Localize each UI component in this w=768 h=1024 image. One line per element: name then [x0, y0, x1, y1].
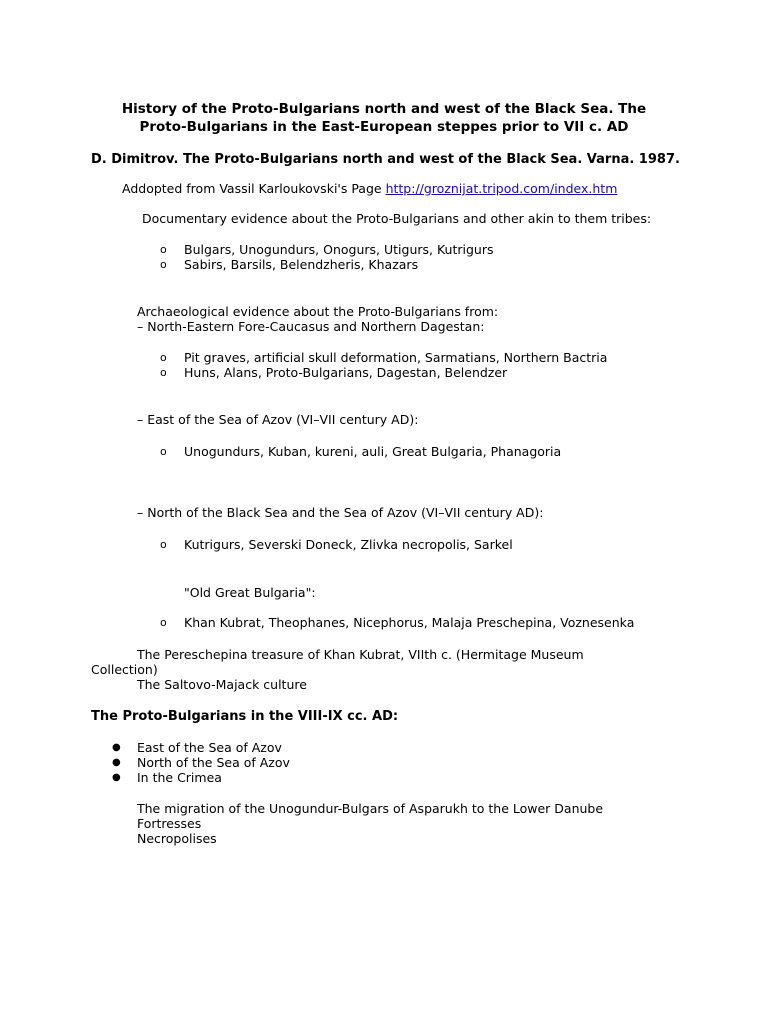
list-item: o Kutrigurs, Severski Doneck, Zlivka necropolis, Sarkel: [160, 537, 513, 552]
old-great-bulgaria-heading: "Old Great Bulgaria":: [184, 585, 316, 600]
azov-east-heading: – East of the Sea of Azov (VI–VII century AD):: [137, 412, 419, 427]
viii-ix-heading: The Proto-Bulgarians in the VIII-IX cc. AD:: [91, 709, 399, 724]
black-sea-list: [160, 537, 513, 552]
list-item: ● North of the Sea of Azov: [112, 755, 290, 770]
treasure-line-1: The Pereschepina treasure of Khan Kubrat, VIIth c. (Hermitage Museum: [137, 647, 584, 662]
migration-line: The migration of the Unogundur-Bulgars of Asparukh to the Lower Danube: [137, 801, 604, 816]
list-item: ● East of the Sea of Azov: [112, 740, 282, 755]
list-item: o Pit graves, artificial skull deformation, Sarmatians, Northern Bactria: [160, 350, 608, 365]
documentary-list: [160, 242, 494, 272]
bullet-icon: ●: [112, 757, 121, 768]
fortresses-line: Fortresses: [137, 816, 202, 831]
document-title: [0, 100, 768, 136]
old-great-bulgaria-list: [160, 615, 635, 630]
azov-east-list: [160, 444, 562, 459]
viii-ix-list: [112, 740, 290, 785]
source-link[interactable]: http://groznijat.tripod.com/index.htm: [385, 181, 618, 196]
caucasus-heading: – North-Eastern Fore-Caucasus and Northern Dagestan:: [137, 319, 485, 334]
list-item: o Unogundurs, Kuban, kureni, auli, Great Bulgaria, Phanagoria: [160, 444, 562, 459]
saltovo-line: The Saltovo-Majack culture: [137, 677, 307, 692]
archaeological-heading: Archaeological evidence about the Proto-Bulgarians from:: [137, 304, 499, 319]
adopted-prefix: Addopted from Vassil Karloukovski's Page: [122, 181, 386, 196]
caucasus-list: [160, 350, 608, 380]
circle-bullet-icon: o: [160, 538, 167, 551]
document-title-line-1: History of the Proto-Bulgarians north and west of the Black Sea. The: [121, 101, 647, 117]
circle-bullet-icon: o: [160, 243, 167, 256]
bullet-icon: ●: [112, 742, 121, 753]
list-item: o Khan Kubrat, Theophanes, Nicephorus, Malaja Preschepina, Voznesenka: [160, 615, 635, 630]
circle-bullet-icon: o: [160, 616, 167, 629]
author-line: D. Dimitrov. The Proto-Bulgarians north and west of the Black Sea. Varna. 1987.: [91, 152, 680, 167]
list-item: o Sabirs, Barsils, Belendzheris, Khazars: [160, 257, 419, 272]
list-item: ● In the Crimea: [112, 770, 222, 785]
circle-bullet-icon: o: [160, 366, 167, 379]
adopted-line: [122, 181, 617, 196]
documentary-heading: Documentary evidence about the Proto-Bulgarians and other akin to them tribes:: [142, 211, 652, 226]
list-item: o Huns, Alans, Proto-Bulgarians, Dagestan, Belendzer: [160, 365, 508, 380]
document-title-line-2: Proto-Bulgarians in the East-European steppes prior to VII c. AD: [139, 119, 629, 135]
circle-bullet-icon: o: [160, 351, 167, 364]
circle-bullet-icon: o: [160, 258, 167, 271]
necropolises-line: Necropolises: [137, 831, 217, 846]
bullet-icon: ●: [112, 772, 121, 783]
black-sea-heading: – North of the Black Sea and the Sea of Azov (VI–VII century AD):: [137, 505, 544, 520]
circle-bullet-icon: o: [160, 445, 167, 458]
treasure-line-2: Collection): [91, 662, 158, 677]
list-item: o Bulgars, Unogundurs, Onogurs, Utigurs, Kutrigurs: [160, 242, 494, 257]
